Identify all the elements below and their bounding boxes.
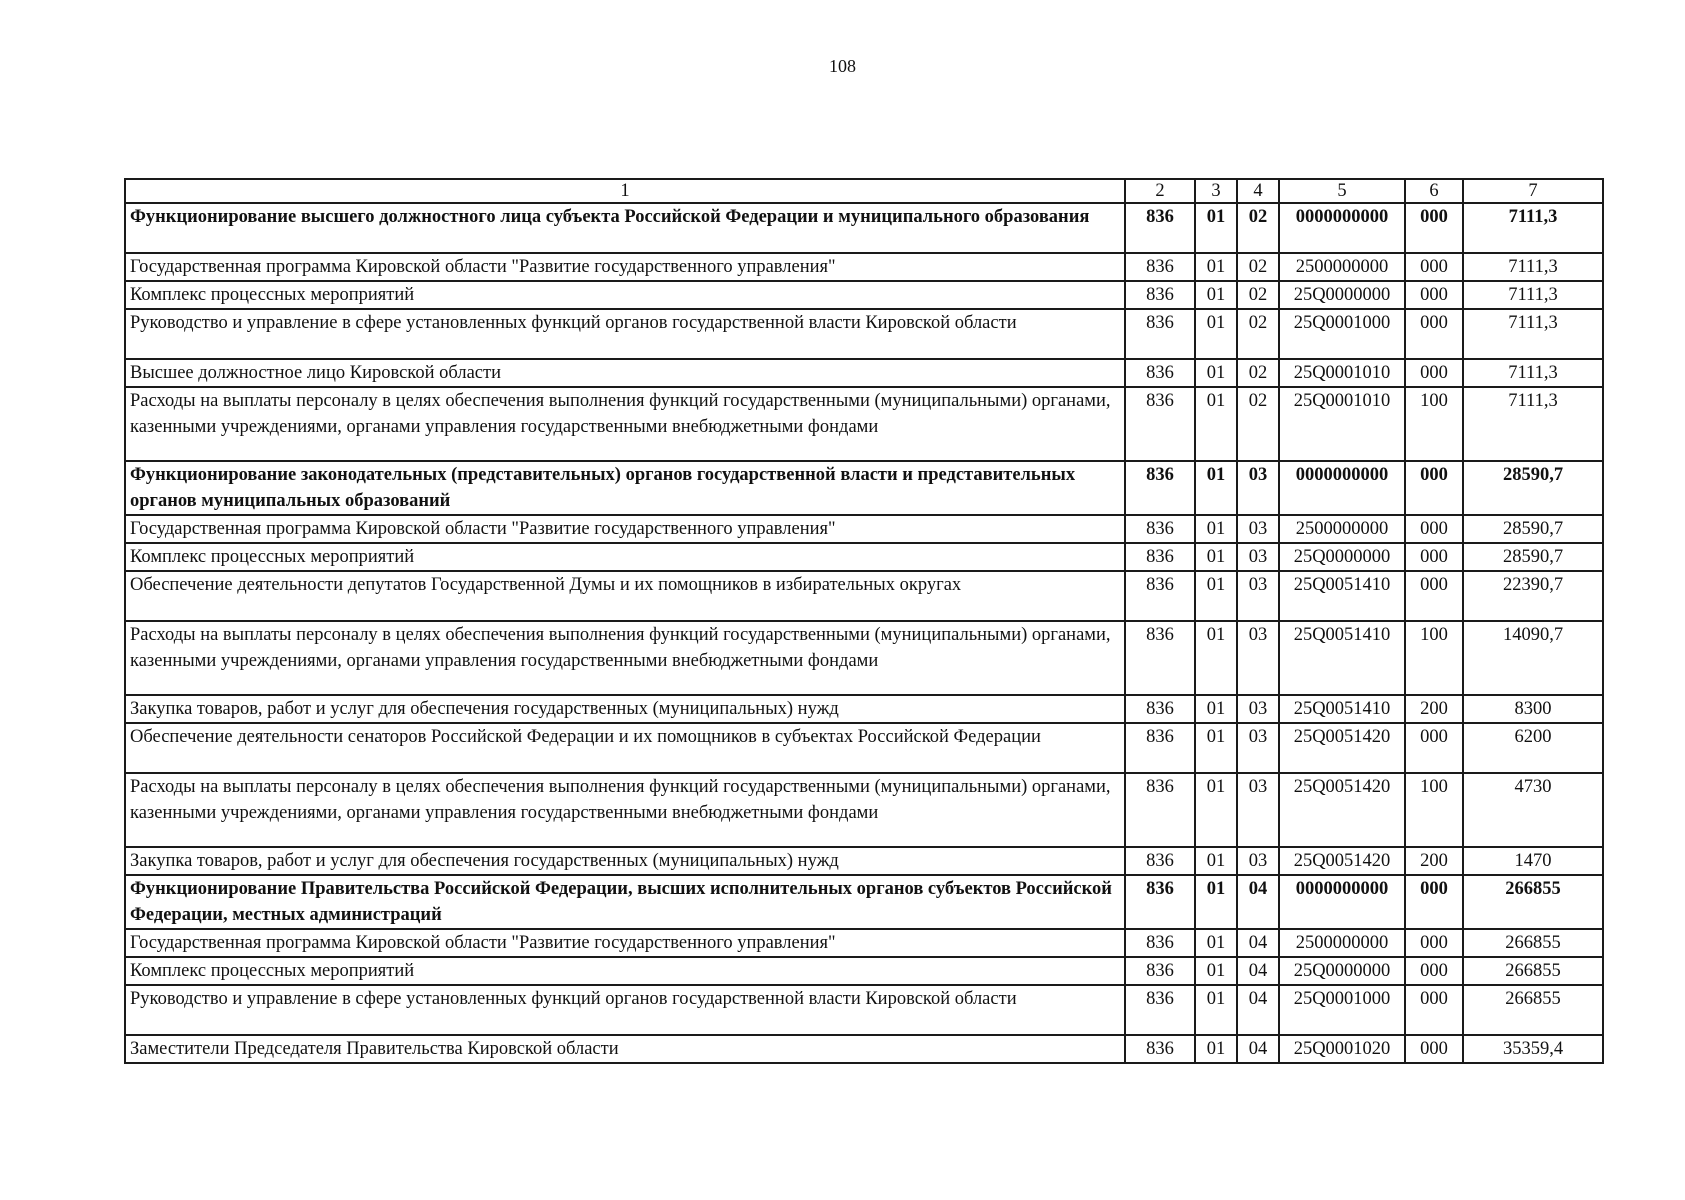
row-amount-cell: 8300 [1463,695,1603,723]
table-row [125,543,1603,571]
table-row [125,515,1603,543]
row-type-cell: 000 [1405,1035,1463,1063]
row-amount-cell: 14090,7 [1463,621,1603,695]
row-code-cell: 836 [1125,1035,1195,1063]
table-row [125,723,1603,773]
header-cell: 1 [125,179,1125,203]
row-target-cell: 0000000000 [1279,461,1405,515]
table-row [125,847,1603,875]
row-target-cell: 25Q0051410 [1279,621,1405,695]
row-amount-cell: 7111,3 [1463,203,1603,253]
table-row [125,621,1603,695]
row-subsection-cell: 02 [1237,253,1279,281]
row-amount-cell: 22390,7 [1463,571,1603,621]
row-section-cell: 01 [1195,773,1237,847]
row-subsection-cell: 03 [1237,773,1279,847]
row-type-cell: 000 [1405,543,1463,571]
table-row [125,387,1603,461]
row-subsection-cell: 03 [1237,695,1279,723]
row-amount-cell: 28590,7 [1463,543,1603,571]
table-row [125,957,1603,985]
row-section-cell: 01 [1195,847,1237,875]
table-row [125,309,1603,359]
row-section-cell: 01 [1195,253,1237,281]
row-section-cell: 01 [1195,203,1237,253]
row-name-cell: Государственная программа Кировской области "Развитие государственного управления" [125,929,1125,957]
row-code-cell: 836 [1125,515,1195,543]
row-subsection-cell: 04 [1237,1035,1279,1063]
row-name-cell: Руководство и управление в сфере установленных функций органов государственной власти Кировской области [125,985,1125,1035]
row-target-cell: 25Q0001020 [1279,1035,1405,1063]
page-number: 108 [829,56,856,76]
row-code-cell: 836 [1125,621,1195,695]
budget-table [124,178,1604,1064]
row-target-cell: 25Q0000000 [1279,957,1405,985]
row-name-cell: Расходы на выплаты персоналу в целях обеспечения выполнения функций государственными (муниципальными) органами, казенными учреждениями, органами управления государственными внебюджетными фондами [125,773,1125,847]
row-code-cell: 836 [1125,723,1195,773]
row-name-cell: Закупка товаров, работ и услуг для обеспечения государственных (муниципальных) нужд [125,847,1125,875]
row-subsection-cell: 03 [1237,621,1279,695]
row-target-cell: 25Q0001010 [1279,387,1405,461]
row-code-cell: 836 [1125,461,1195,515]
row-type-cell: 000 [1405,723,1463,773]
row-subsection-cell: 03 [1237,515,1279,543]
row-subsection-cell: 03 [1237,847,1279,875]
table-row [125,985,1603,1035]
row-code-cell: 836 [1125,847,1195,875]
row-name-cell: Расходы на выплаты персоналу в целях обеспечения выполнения функций государственными (муниципальными) органами, казенными учреждениями, органами управления государственными внебюджетными фондами [125,621,1125,695]
table-row [125,281,1603,309]
row-amount-cell: 7111,3 [1463,281,1603,309]
row-name-cell: Государственная программа Кировской области "Развитие государственного управления" [125,515,1125,543]
header-cell: 3 [1195,179,1237,203]
row-type-cell: 000 [1405,281,1463,309]
row-target-cell: 25Q0051420 [1279,847,1405,875]
row-amount-cell: 266855 [1463,957,1603,985]
row-code-cell: 836 [1125,957,1195,985]
row-type-cell: 200 [1405,847,1463,875]
row-type-cell: 100 [1405,621,1463,695]
row-amount-cell: 7111,3 [1463,253,1603,281]
row-name-cell: Обеспечение деятельности сенаторов Российской Федерации и их помощников в субъектах Российской Федерации [125,723,1125,773]
row-subsection-cell: 03 [1237,543,1279,571]
row-target-cell: 25Q0001000 [1279,309,1405,359]
row-amount-cell: 4730 [1463,773,1603,847]
row-subsection-cell: 03 [1237,723,1279,773]
row-amount-cell: 35359,4 [1463,1035,1603,1063]
row-target-cell: 2500000000 [1279,515,1405,543]
row-subsection-cell: 04 [1237,957,1279,985]
table-row [125,461,1603,515]
row-name-cell: Комплекс процессных мероприятий [125,957,1125,985]
row-type-cell: 100 [1405,387,1463,461]
row-section-cell: 01 [1195,621,1237,695]
row-section-cell: 01 [1195,929,1237,957]
row-type-cell: 200 [1405,695,1463,723]
row-section-cell: 01 [1195,695,1237,723]
row-target-cell: 25Q0000000 [1279,543,1405,571]
header-cell: 2 [1125,179,1195,203]
table-row [125,203,1603,253]
row-type-cell: 000 [1405,985,1463,1035]
header-cell: 5 [1279,179,1405,203]
row-subsection-cell: 02 [1237,309,1279,359]
row-subsection-cell: 04 [1237,929,1279,957]
row-name-cell: Функционирование законодательных (представительных) органов государственной власти и представительных органов муниципальных образований [125,461,1125,515]
row-name-cell: Функционирование высшего должностного лица субъекта Российской Федерации и муниципального образования [125,203,1125,253]
row-code-cell: 836 [1125,203,1195,253]
row-name-cell: Закупка товаров, работ и услуг для обеспечения государственных (муниципальных) нужд [125,695,1125,723]
row-target-cell: 2500000000 [1279,253,1405,281]
table-row [125,875,1603,929]
header-cell: 7 [1463,179,1603,203]
row-section-cell: 01 [1195,571,1237,621]
row-code-cell: 836 [1125,985,1195,1035]
row-code-cell: 836 [1125,773,1195,847]
row-name-cell: Заместители Председателя Правительства Кировской области [125,1035,1125,1063]
row-subsection-cell: 03 [1237,571,1279,621]
table-row [125,253,1603,281]
row-code-cell: 836 [1125,309,1195,359]
row-target-cell: 2500000000 [1279,929,1405,957]
row-code-cell: 836 [1125,387,1195,461]
row-subsection-cell: 02 [1237,359,1279,387]
row-section-cell: 01 [1195,985,1237,1035]
row-subsection-cell: 04 [1237,985,1279,1035]
row-type-cell: 000 [1405,309,1463,359]
row-amount-cell: 7111,3 [1463,309,1603,359]
row-type-cell: 000 [1405,359,1463,387]
row-subsection-cell: 03 [1237,461,1279,515]
table-row [125,773,1603,847]
header-cell: 6 [1405,179,1463,203]
row-amount-cell: 28590,7 [1463,515,1603,543]
row-code-cell: 836 [1125,543,1195,571]
row-name-cell: Обеспечение деятельности депутатов Государственной Думы и их помощников в избирательных округах [125,571,1125,621]
row-name-cell: Государственная программа Кировской области "Развитие государственного управления" [125,253,1125,281]
row-type-cell: 000 [1405,461,1463,515]
row-target-cell: 25Q0051410 [1279,695,1405,723]
row-section-cell: 01 [1195,543,1237,571]
row-section-cell: 01 [1195,875,1237,929]
row-target-cell: 25Q0051420 [1279,723,1405,773]
table-row [125,1035,1603,1063]
row-amount-cell: 7111,3 [1463,359,1603,387]
row-section-cell: 01 [1195,515,1237,543]
row-subsection-cell: 04 [1237,875,1279,929]
table-row [125,571,1603,621]
row-type-cell: 000 [1405,957,1463,985]
row-type-cell: 000 [1405,875,1463,929]
row-type-cell: 000 [1405,515,1463,543]
row-type-cell: 000 [1405,929,1463,957]
row-section-cell: 01 [1195,461,1237,515]
row-code-cell: 836 [1125,695,1195,723]
row-type-cell: 000 [1405,253,1463,281]
row-subsection-cell: 02 [1237,281,1279,309]
row-target-cell: 25Q0051410 [1279,571,1405,621]
row-name-cell: Функционирование Правительства Российской Федерации, высших исполнительных органов субъектов Российской Федерации, местных администраций [125,875,1125,929]
row-section-cell: 01 [1195,723,1237,773]
row-code-cell: 836 [1125,253,1195,281]
table-row [125,359,1603,387]
row-amount-cell: 6200 [1463,723,1603,773]
row-name-cell: Высшее должностное лицо Кировской области [125,359,1125,387]
row-name-cell: Руководство и управление в сфере установленных функций органов государственной власти Кировской области [125,309,1125,359]
row-type-cell: 000 [1405,203,1463,253]
row-code-cell: 836 [1125,929,1195,957]
row-target-cell: 25Q0001000 [1279,985,1405,1035]
header-cell: 4 [1237,179,1279,203]
row-section-cell: 01 [1195,359,1237,387]
row-section-cell: 01 [1195,281,1237,309]
row-amount-cell: 7111,3 [1463,387,1603,461]
row-amount-cell: 266855 [1463,875,1603,929]
table-row [125,929,1603,957]
row-amount-cell: 28590,7 [1463,461,1603,515]
row-code-cell: 836 [1125,359,1195,387]
row-code-cell: 836 [1125,875,1195,929]
row-code-cell: 836 [1125,571,1195,621]
table-row [125,695,1603,723]
row-name-cell: Комплекс процессных мероприятий [125,543,1125,571]
row-code-cell: 836 [1125,281,1195,309]
row-amount-cell: 1470 [1463,847,1603,875]
row-subsection-cell: 02 [1237,387,1279,461]
row-type-cell: 100 [1405,773,1463,847]
row-amount-cell: 266855 [1463,985,1603,1035]
row-section-cell: 01 [1195,309,1237,359]
row-type-cell: 000 [1405,571,1463,621]
table-header-row [125,179,1603,203]
row-name-cell: Комплекс процессных мероприятий [125,281,1125,309]
row-target-cell: 0000000000 [1279,875,1405,929]
row-name-cell: Расходы на выплаты персоналу в целях обеспечения выполнения функций государственными (муниципальными) органами, казенными учреждениями, органами управления государственными внебюджетными фондами [125,387,1125,461]
row-section-cell: 01 [1195,387,1237,461]
row-amount-cell: 266855 [1463,929,1603,957]
row-subsection-cell: 02 [1237,203,1279,253]
row-section-cell: 01 [1195,957,1237,985]
row-target-cell: 25Q0051420 [1279,773,1405,847]
row-target-cell: 25Q0001010 [1279,359,1405,387]
row-section-cell: 01 [1195,1035,1237,1063]
row-target-cell: 25Q0000000 [1279,281,1405,309]
row-target-cell: 0000000000 [1279,203,1405,253]
